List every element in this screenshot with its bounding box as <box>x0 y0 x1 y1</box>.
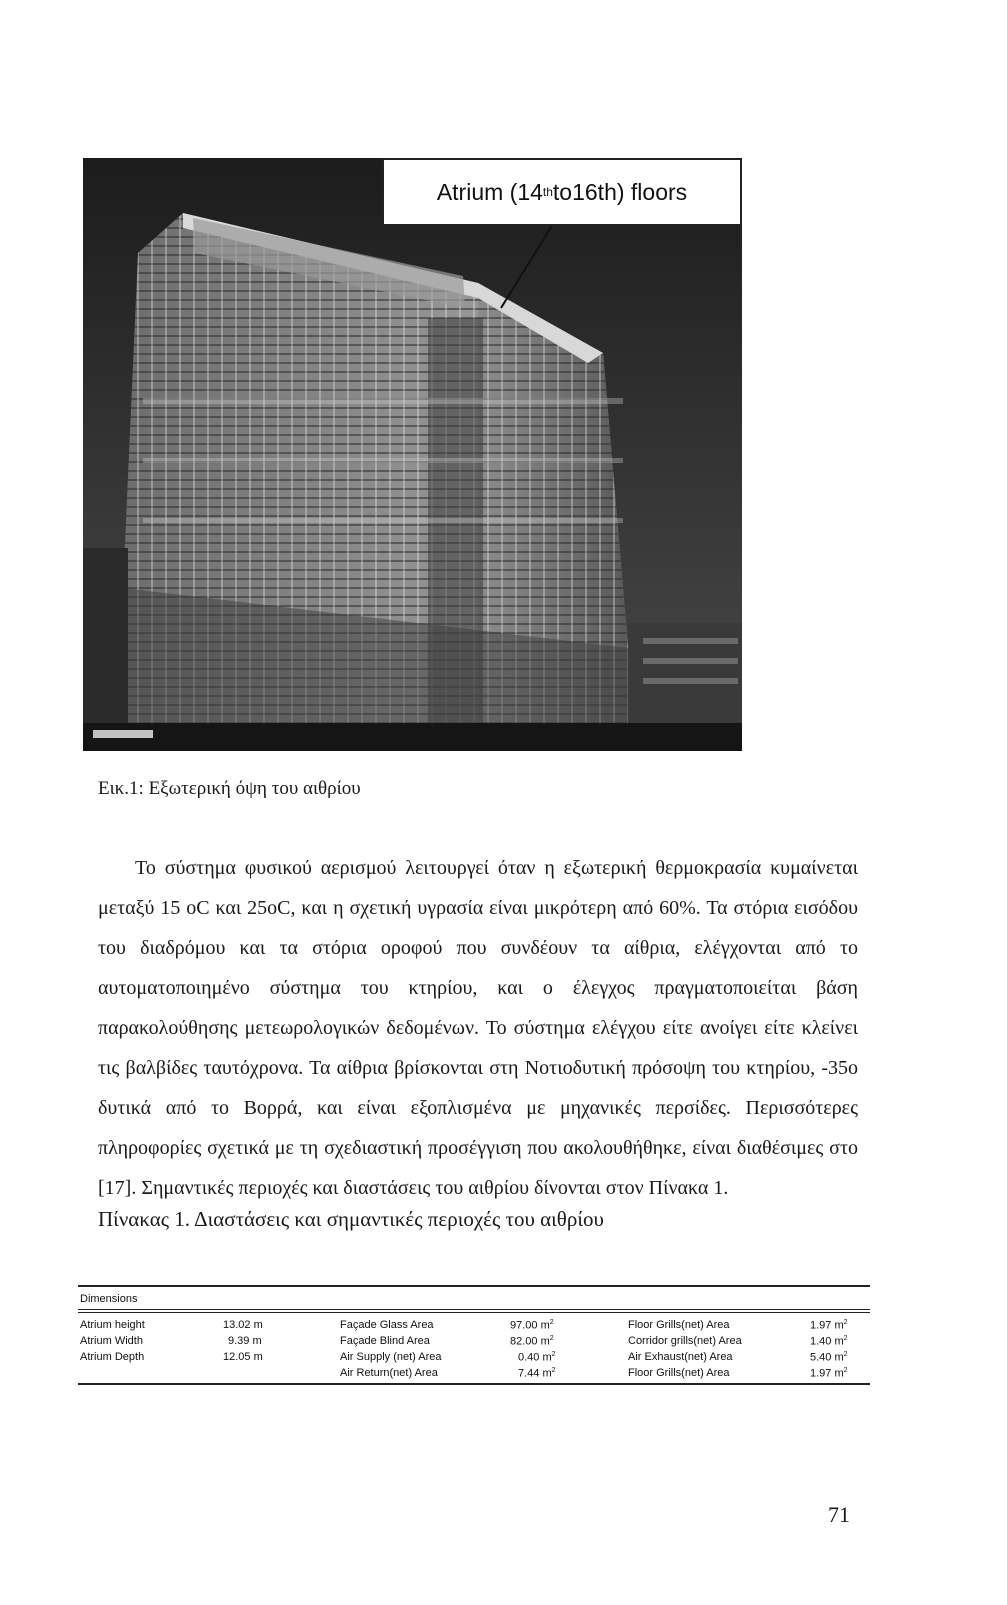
figure-caption: Εικ.1: Εξωτερική όψη του αιθρίου <box>98 778 361 799</box>
cell-value-text: 5.40 m <box>810 1351 844 1364</box>
cell-value-text: 1.40 m <box>810 1335 844 1348</box>
table-cell-value <box>810 1335 848 1348</box>
dimensions-table <box>78 1285 870 1385</box>
callout-suffix: to16th) floors <box>552 178 688 205</box>
callout-superscript: th <box>542 185 553 199</box>
body-text: Το σύστημα φυσικού αερισμού λειτουργεί όταν η εξωτερική θερμοκρασία κυμαίνεται μεταξύ 15 oC και 25oC, και η σχετική υγρασία είναι μικρότερη από 60%. Τα στόρια εισόδου του διαδρόμου και τα στόρια οροφού που συνδέουν τα αίθρια, ελέγχονται από το αυτοματοποιημένο σύστημα του κτηρίου, και ο έλεγχος πραγματοποιείται βάση παρακολούθησης μετεωρολογικών δεδομένων. Το σύστημα ελέγχου είτε ανοίγει είτε κλείνει τις βαλβίδες ταυτόχρονα. Τα αίθρια βρίσκονται στη Νοτιοδυτική πρόσοψη του κτηρίου, -35o δυτικά από το Βορρά, και είναι εξοπλισμένα με μηχανικές περσίδες. Περισσότερες πληροφορίες σχετικά με τη σχεδιαστική προσέγγιση που ακολουθήθηκε, είναι διαθέσιμες στο [17]. Σημαντικές περιοχές και διαστάσεις του αιθρίου δίνονται στον Πίνακα 1. <box>98 857 858 1199</box>
cell-value-text: 82.00 m <box>510 1335 550 1348</box>
table-cell-value <box>510 1335 554 1348</box>
table-cell-label: Façade Blind Area <box>340 1335 430 1347</box>
building-photo <box>83 158 742 751</box>
table-cell-value <box>810 1319 848 1332</box>
cell-value-text: 1.97 m <box>810 1367 844 1380</box>
table-cell-value: 12.05 m <box>223 1351 263 1363</box>
callout-prefix: Atrium (14 <box>436 178 543 205</box>
unit-superscript: 2 <box>843 1367 848 1374</box>
unit-superscript: 2 <box>551 1351 556 1358</box>
unit-superscript: 2 <box>843 1319 848 1326</box>
unit-superscript: 2 <box>843 1351 848 1358</box>
table-cell-value <box>510 1319 554 1332</box>
body-paragraph <box>98 848 858 1208</box>
cell-value-text: 0.40 m <box>518 1351 552 1364</box>
table-cell-label: Atrium height <box>80 1319 145 1331</box>
table-cell-label: Air Return(net) Area <box>340 1367 438 1379</box>
table-title: Πίνακας 1. Διαστάσεις και σημαντικές περιοχές του αιθρίου <box>98 1207 604 1231</box>
table-cell-value <box>518 1351 556 1364</box>
page-number: 71 <box>828 1502 850 1527</box>
table-cell-label: Air Exhaust(net) Area <box>628 1351 733 1363</box>
table-cell-value <box>518 1367 556 1380</box>
table-cell-label: Atrium Depth <box>80 1351 145 1363</box>
table-cell-value <box>810 1367 848 1380</box>
table-cell-label: Corridor grills(net) Area <box>628 1335 742 1347</box>
table-cell-label: Façade Glass Area <box>340 1319 434 1331</box>
figure-callout <box>382 158 742 226</box>
unit-superscript: 2 <box>549 1335 554 1342</box>
cell-value-text: 7.44 m <box>518 1367 552 1380</box>
table-cell-label: Atrium Width <box>80 1335 143 1347</box>
table-cell-value: 13.02 m <box>223 1319 263 1331</box>
table-body <box>78 1313 870 1383</box>
unit-superscript: 2 <box>549 1319 554 1326</box>
cell-value-text: 1.97 m <box>810 1319 844 1332</box>
table-cell-label: Floor Grills(net) Area <box>628 1319 730 1331</box>
table-bottom-rule <box>78 1383 870 1385</box>
table-cell-value: 9.39 m <box>228 1335 262 1347</box>
table-cell-label: Air Supply (net) Area <box>340 1351 442 1363</box>
table-header: Dimensions <box>78 1287 870 1310</box>
table-cell-value <box>810 1351 848 1364</box>
unit-superscript: 2 <box>551 1367 556 1374</box>
table-cell-label: Floor Grills(net) Area <box>628 1367 730 1379</box>
cell-value-text: 97.00 m <box>510 1319 550 1332</box>
unit-superscript: 2 <box>843 1335 848 1342</box>
